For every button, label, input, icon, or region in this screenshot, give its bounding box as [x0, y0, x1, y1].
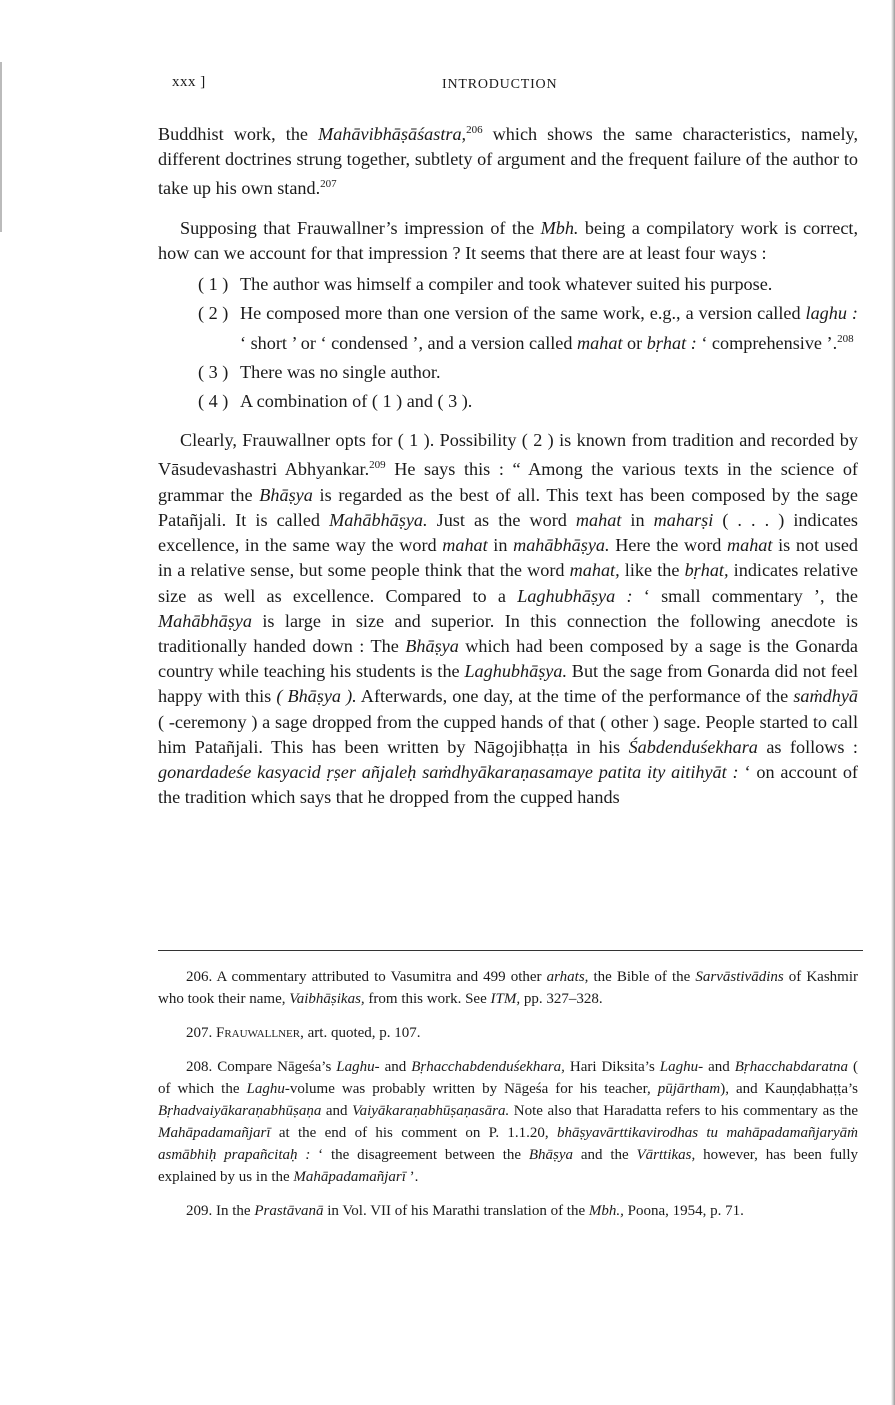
main-text: [158, 118, 858, 810]
paragraph-3: Clearly, Frauwallner opts for ( 1 ). Possibility ( 2 ) is known from tradition and recorded by Vāsudevashastri Abhyankar.$^{209}$ He says this : “ Among the various texts in the science of grammar the Bhāṣya is regarded as the best of all. This text has been composed by the sage Patañjali. It is called Mahābhāṣya. Just as the word mahat in maharṣi ( . . . ) indicates excellence, in the same way the word mahat in mahābhāṣya. Here the word mahat is not used in a relative sense, but some people think that the word mahat, like the bṛhat, indicates relative size as well as excellence. Compared to a Laghubhāṣya : ‘ small commentary ’, the Mahābhāṣya is large in size and superior. In this connection the following anecdote is traditionally handed down : The Bhāṣya which had been composed by a sage is the Gonarda country while teaching his students is the Laghubhāṣya. But the sage from Gonarda did not feel happy with this ( Bhāṣya ). Afterwards, one day, at the time of the performance of the saṁdhyā ( -ceremony ) a sage dropped from the cupped hands of that ( other ) sage. People started to call him Patañjali. This has been written by Nāgojibhaṭṭa in his Śabdenduśekhara as follows : gonardadeśe kasyacid ṛṣer añjaleḥ saṁdhyākaraṇasamaye patita ity aitihyāt : ‘ on account of the tradition which says that he dropped from the cupped hands: [158, 430, 859, 808]
running-title: INTRODUCTION: [442, 77, 558, 92]
footnote-208: 208. Compare Nāgeśa’s Laghu- and Bṛhacchabdenduśekhara, Hari Diksita’s Laghu- and Bṛhacchabdaratna ( of which the Laghu-volume was probably written by Nāgeśa for his teacher, pūjārtham), and Kauṇḍabhaṭṭa’s Bṛhadvaiyākaraṇabhūṣaṇa and Vaiyākaraṇabhūṣaṇasāra. Note also that Haradatta refers to his commentary as the Mahāpadamañjarī at the end of his comment on P. 1.1.20, bhāṣyavārttikavirodhas tu mahāpadamañjaryāṁ asmābhiḥ prapañcitaḥ : ‘ the disagreement between the Bhāṣya and the Vārttikas, however, has been fully explained by us in the Mahāpadamañjarī ’.: [158, 1059, 859, 1185]
paragraph-1: Buddhist work, the Mahāvibhāṣāśastra,$^{206}$ which shows the same characteristics, namely, different doctrines strung together, subtlety of argument and the frequent failure of the author to take up his own stand.$^{207}$: [158, 124, 858, 199]
running-header: [172, 74, 862, 100]
footnote-209: 209. In the Prastāvanā in Vol. VII of his Marathi translation of the Mbh., Poona, 1954, p. 71.: [186, 1203, 744, 1219]
paragraph-2: Supposing that Frauwallner’s impression of the Mbh. being a compilatory work is correct, how can we account for that impression ? It seems that there are at least four ways :: [158, 217, 858, 263]
ways-list: [198, 272, 858, 414]
footnote-rule: [158, 950, 863, 951]
list-item: ( 2 ) He composed more than one version of the same work, e.g., a version called laghu : ‘ short ’ or ‘ condensed ’, and a version called mahat or bṛhat : ‘ comprehensive ’.$^{208}$: [198, 303, 858, 353]
list-item: ( 3 ) There was no single author.: [198, 361, 441, 382]
list-item: ( 1 ) The author was himself a compiler and took whatever suited his purpose.: [198, 274, 773, 295]
list-item: ( 4 ) A combination of ( 1 ) and ( 3 ).: [198, 391, 473, 412]
footnotes: [158, 966, 858, 1234]
scan-edge-shadow: [891, 0, 895, 1405]
footnote-206: 206. A commentary attributed to Vasumitra and 499 other arhats, the Bible of the Sarvāstivādins of Kashmir who took their name, Vaibhāṣikas, from this work. See ITM, pp. 327–328.: [158, 969, 858, 1007]
page-number: xxx ]: [172, 74, 206, 90]
scan-margin-mark: [0, 62, 2, 232]
footnote-207: 207. Frauwallner, art. quoted, p. 107.: [186, 1025, 421, 1041]
